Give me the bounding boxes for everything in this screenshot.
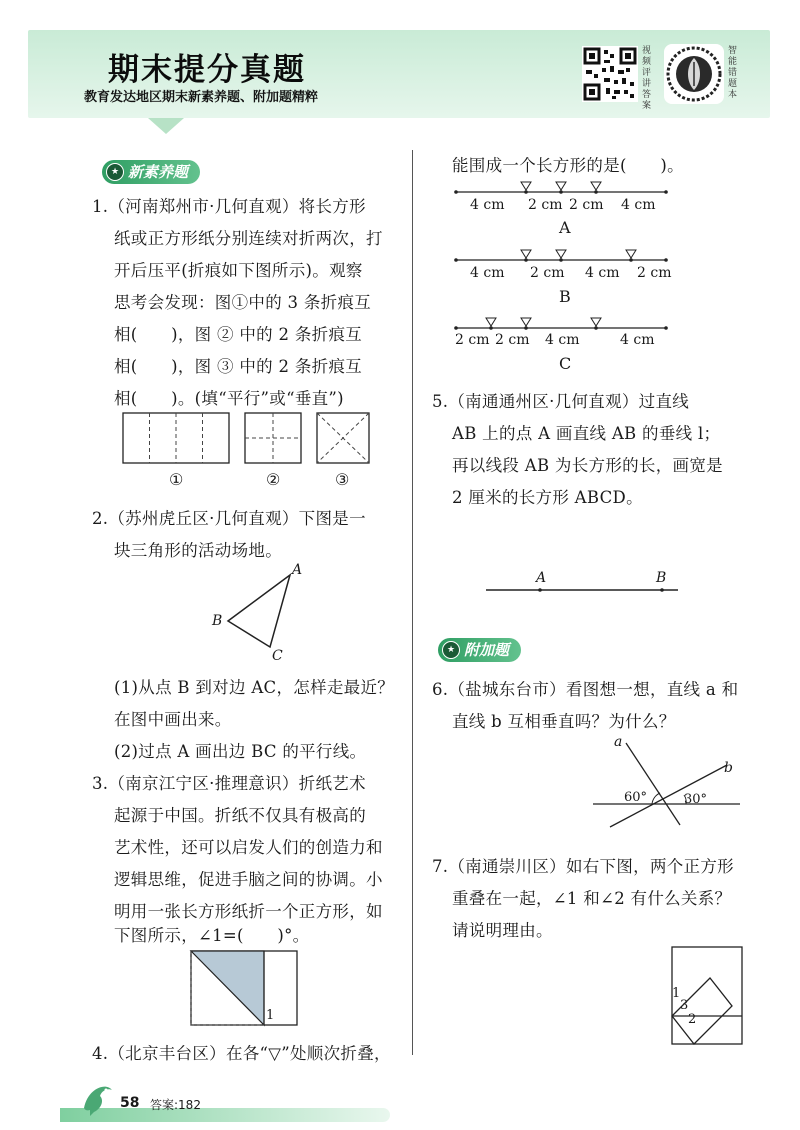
section-title: 新素养题 [128,163,189,181]
q5-line: AB 上的点 A 画直线 AB 的垂线 l； [452,424,721,443]
page-number: 58 [120,1095,140,1111]
q2-point-b: B [212,613,223,629]
q5-line-ab [486,586,680,594]
q4-option-c-seg: 2 cm [495,332,530,348]
q1-figure-3-label: ③ [335,470,350,489]
q4-fold-marker [521,318,531,326]
q4-fold-marker [486,318,496,326]
q6-line: 直线 b 互相垂直吗？为什么？ [452,712,676,731]
q4-option-b-seg: 4 cm [585,265,620,281]
section-title: 附加题 [464,641,510,659]
q1-figure-1-label: ① [169,470,184,489]
q3-line: 起源于中国。折纸不仅具有极高的 [114,806,366,825]
qr-video-label: 视频评讲答案 [642,46,652,111]
q6-line-a-label: a [614,734,623,750]
q7-angle-1: 1 [672,986,681,1001]
qr-mistakes-label: 智能错题本 [728,46,738,100]
q5-line: 2 厘米的长方形 ABCD。 [452,488,643,507]
q3-line: 艺术性，还可以启发人们的创造力和 [114,838,383,857]
q6-angle-60: 60° [624,790,648,805]
page-subtitle: 教育发达地区期末新素养题、附加题精粹 [84,90,319,105]
q4-fold-marker [521,182,531,190]
page-title: 期末提分真题 [108,52,306,88]
q4-option-c-name: C [559,354,572,373]
q4-option-b-name: B [559,287,571,306]
q1-line: 开后压平(折痕如下图所示)。观察 [114,261,363,280]
q1-figure-1-rect [122,412,230,464]
q4-strip-endpoint [664,326,668,330]
q4-fold-marker [521,250,531,258]
q7-line: 重叠在一起，∠1 和∠2 有什么关系？ [452,889,732,908]
qr-code-mistakes[interactable] [664,44,724,104]
q6-line-b-label: b [724,760,733,776]
q3-line: 3.（南京江宁区·推理意识）折纸艺术 [92,774,366,793]
header-pointer [148,118,184,134]
q4-line: 4.（北京丰台区）在各“▽”处顺次折叠， [92,1044,391,1063]
q1-line: 思考会发现：图①中的 3 条折痕互 [114,293,372,312]
q6-angle-30: 30° [684,792,708,807]
q1-figure-2-rect [244,412,302,464]
q1-line: 1.（河南郑州市·几何直观）将长方形 [92,197,366,216]
q2-line: 块三角形的活动场地。 [114,541,282,560]
q3-line: 明用一张长方形纸折一个正方形，如 [114,902,383,921]
q5-point-b: B [656,570,667,586]
q4-option-c-seg: 4 cm [620,332,655,348]
q4-fold-marker [591,318,601,326]
q4-fold-marker [591,182,601,190]
q4-strip-endpoint [454,326,458,330]
q4-fold-marker [556,250,566,258]
q2-point-a: A [292,562,303,578]
q3-line: 逻辑思维，促进手脑之间的协调。小 [114,870,383,889]
q4-option-a-name: A [559,218,571,237]
q5-line: 5.（南通通州区·几何直观）过直线 [432,392,690,411]
medal-icon: ★ [442,641,460,659]
q1-line: 纸或正方形纸分别连续对折两次，打 [114,229,383,248]
medal-icon: ★ [106,163,124,181]
q1-figure-3-square [316,412,370,464]
q3-folded-paper [190,950,300,1028]
q7-line: 请说明理由。 [452,921,553,940]
q4-strip-endpoint [664,258,668,262]
q4-option-b-seg: 2 cm [530,265,565,281]
section-badge-bonus [438,638,521,662]
q4-option-c-seg: 4 cm [545,332,580,348]
q4-option-a-seg: 4 cm [621,197,656,213]
q4-line: 能围成一个长方形的是( )。 [452,156,684,175]
q4-option-a-seg: 4 cm [470,197,505,213]
q2-line: 2.（苏州虎丘区·几何直观）下图是一 [92,509,366,528]
q5-point-a: A [536,570,547,586]
q4-fold-marker [626,250,636,258]
q3-angle-label: 1 [266,1008,275,1023]
q2-sub1-line: 在图中画出来。 [114,710,232,729]
dolphin-icon [80,1078,116,1118]
q1-line: 相( )，图 ② 中的 2 条折痕互 [114,325,363,344]
q1-figure-2-label: ② [266,470,281,489]
q4-option-c-seg: 2 cm [455,332,490,348]
column-divider [412,150,413,1055]
q4-option-a-seg: 2 cm [569,197,604,213]
section-badge-new-skills [102,160,200,184]
q2-sub1-line: (1)从点 B 到对边 AC，怎样走最近？ [114,678,395,697]
q4-strip-endpoint [664,190,668,194]
q7-line: 7.（南通崇川区）如右下图，两个正方形 [432,857,734,876]
q1-line: 相( )，图 ③ 中的 2 条折痕互 [114,357,363,376]
q3-line: 下图所示，∠1=( )°。 [114,926,310,945]
q4-option-a-seg: 2 cm [528,197,563,213]
q4-strip-endpoint [454,190,458,194]
q4-fold-marker [556,182,566,190]
answer-reference: 答案:182 [150,1098,201,1112]
q6-line: 6.（盐城东台市）看图想一想，直线 a 和 [432,680,739,699]
q2-sub2-line: (2)过点 A 画出边 BC 的平行线。 [114,742,367,761]
q2-point-c: C [272,648,283,664]
q4-option-b-seg: 4 cm [470,265,505,281]
q4-option-b-seg: 2 cm [637,265,672,281]
q7-angle-2: 2 [688,1012,697,1027]
q4-strip-endpoint [454,258,458,262]
q2-triangle [220,565,300,655]
q7-angle-3: 3 [680,998,689,1013]
q1-line: 相( )。(填“平行”或“垂直”) [114,389,344,408]
q5-line: 再以线段 AB 为长方形的长，画宽是 [452,456,723,475]
qr-code-video[interactable] [582,46,638,102]
